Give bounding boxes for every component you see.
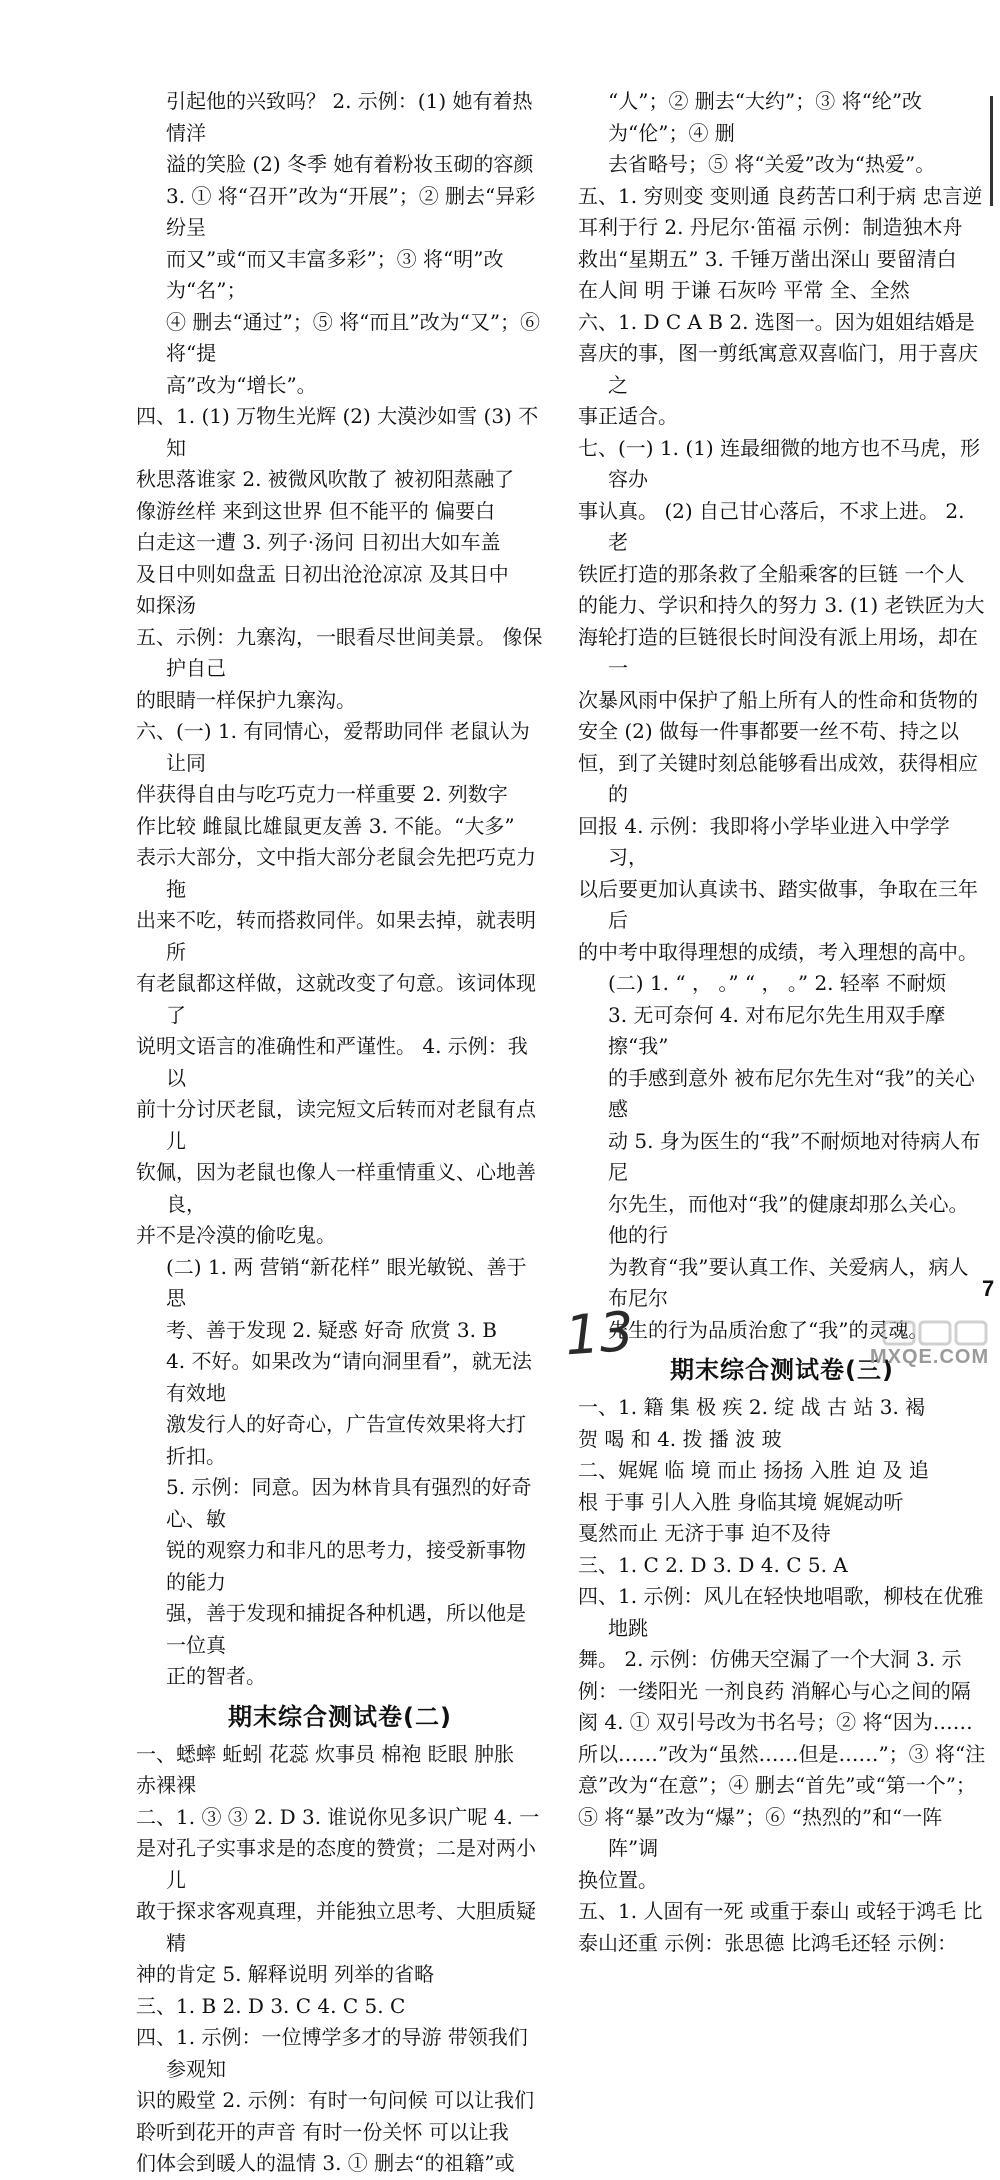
text-line: 六、(一) 1. 有同情心，爱帮助同伴 老鼠认为让同 — [136, 719, 530, 775]
text-line: 四、1. (1) 万物生光辉 (2) 大漠沙如雪 (3) 不知 — [136, 404, 539, 460]
text-line: 是对孔子实事求是的态度的赞赏；二是对两小儿 — [136, 1836, 536, 1892]
watermark-text: MXQE.COM — [870, 1346, 990, 1368]
text-line: 敢于探求客观真理，并能独立思考、大胆质疑精 — [136, 1899, 536, 1955]
text-line: 根 于事 引人入胜 身临其境 娓娓动听 — [578, 1489, 904, 1514]
text-line: 为教育“我”要认真工作、关爱病人，病人布尼尔 — [608, 1254, 969, 1310]
text-line: 尔先生，而他对“我”的健康却那么关心。他的行 — [608, 1191, 969, 1247]
text-line: 们体会到暖人的温情 3. ① 删去“的祖籍”或 — [136, 2151, 515, 2175]
text-line: 事正适合。 — [578, 404, 678, 428]
text-line: 的能力、学识和持久的努力 3. (1) 老铁匠为大 — [578, 593, 985, 617]
answer-block — [136, 1991, 544, 2023]
text-line: 一、1. 籍 集 极 疾 2. 绽 战 古 站 3. 褐 — [578, 1395, 926, 1419]
text-line: 舞。 2. 示例：仿佛天空漏了一个大洞 3. 示 — [578, 1647, 962, 1671]
text-line: 次暴风雨中保护了船上所有人的性命和货物的 — [578, 687, 978, 712]
text-line: 锐的观察力和非凡的思考力，接受新事物的能力 — [166, 1538, 526, 1594]
text-line: 去省略号；⑤ 将“关爱”改为“热爱”。 — [608, 152, 936, 176]
text-line: 高”改为“增长”。 — [166, 372, 317, 397]
answer-block — [578, 1550, 986, 1582]
text-line: 五、示例：九寨沟，一眼看尽世间美景。 像保护自己 — [136, 624, 543, 680]
text-line: “人”；② 删去“大约”；③ 将“纶”改为“伦”；④ 删 — [608, 89, 923, 145]
text-line: 阂 4. ① 双引号改为书名号；② 将“因为…… — [578, 1710, 973, 1734]
text-line: 激发行人的好奇心，广告宣传效果将大打折扣。 — [166, 1412, 526, 1468]
text-line: 表示大部分，文中指大部分老鼠会先把巧克力拖 — [136, 845, 536, 901]
answer-block — [578, 307, 986, 433]
handwritten-page-number: 13 — [562, 1299, 636, 1368]
answer-block — [578, 181, 986, 307]
text-line: 4. 不好。如果改为“请向洞里看”，就无法有效地 — [166, 1349, 532, 1405]
answer-block — [578, 1581, 986, 1896]
text-line: 铁匠打造的那条救了全船乘客的巨链 一个人 — [578, 561, 965, 586]
text-line: 所以……”改为“虽然……但是……”；③ 将“注 — [578, 1741, 986, 1766]
answer-block — [578, 1896, 986, 1959]
text-line: 五、1. 穷则变 变则通 良药苦口利于病 忠言逆 — [578, 183, 983, 208]
left-column — [136, 86, 544, 2180]
answer-block — [136, 1802, 544, 1991]
answer-block — [136, 401, 544, 622]
text-line: 溢的笑脸 (2) 冬季 她有着粉妆玉砌的容颜 — [166, 152, 534, 176]
text-line: 正的智者。 — [166, 1664, 266, 1688]
text-line: 聆听到花开的声音 有时一份关怀 可以让我 — [136, 2119, 509, 2144]
answer-block — [136, 716, 544, 1252]
text-line: 如探汤 — [136, 593, 196, 617]
answer-block — [578, 1392, 986, 1455]
text-line: 六、1. D C A B 2. 选图一。因为姐姐结婚是 — [578, 309, 975, 334]
section-heading: 期末综合测试卷(三) — [670, 1356, 894, 1384]
text-line: 安全 (2) 做每一件事都要一丝不苟、持之以 — [578, 719, 960, 743]
text-line: 秋思落谁家 2. 被微风吹散了 被初阳蒸融了 — [136, 467, 515, 491]
text-line: 换位置。 — [578, 1867, 658, 1892]
text-line: 例：一缕阳光 一剂良药 消解心与心之间的隔 — [578, 1678, 971, 1703]
text-line: 海轮打造的巨链很长时间没有派上用场，却在一 — [578, 624, 978, 680]
text-line: 一、蟋蟀 蚯蚓 花蕊 炊事员 棉袍 眨眼 肿胀 — [136, 1741, 515, 1766]
text-line: 作比较 雌鼠比雄鼠更友善 3. 不能。“大多” — [136, 813, 515, 838]
text-line: 事认真。 (2) 自己甘心落后，不求上进。 2. 老 — [578, 498, 965, 554]
text-line: 伴获得自由与吃巧克力一样重要 2. 列数字 — [136, 782, 508, 806]
text-line: 四、1. 示例：一位博学多才的导游 带领我们参观知 — [136, 2025, 528, 2081]
text-line: 3. ① 将“召开”改为“开展”；② 删去“异彩纷呈 — [166, 183, 536, 239]
text-line: 3. 无可奈何 4. 对布尼尔先生用双手摩擦“我” — [608, 1002, 946, 1058]
answer-block — [578, 1455, 986, 1550]
text-line: 赤裸裸 — [136, 1773, 196, 1797]
text-line: 回报 4. 示例：我即将小学毕业进入中学学习， — [578, 813, 950, 869]
text-line: ④ 删去“通过”；⑤ 将“而且”改为“又”；⑥ 将“提 — [166, 309, 541, 365]
text-line: (二) 1. “ ， 。” “ ， 。” 2. 轻率 不耐烦 — [608, 971, 947, 995]
text-line: 并不是冷漠的偷吃鬼。 — [136, 1223, 336, 1247]
text-line: 喜庆的事，图一剪纸寓意双喜临门，用于喜庆之 — [578, 341, 978, 397]
text-line: 先生的行为品质治愈了“我”的灵魂。 — [608, 1317, 929, 1342]
text-line: 贺 喝 和 4. 拨 播 波 玻 — [578, 1426, 782, 1451]
text-line: 的手感到意外 被布尼尔先生对“我”的关心感 — [608, 1065, 975, 1121]
text-line: 神的肯定 5. 解释说明 列举的省略 — [136, 1962, 435, 1986]
text-line: 像游丝样 来到这世界 但不能平的 偏要白 — [136, 498, 496, 523]
corner-page-digit: 7 — [982, 1276, 995, 1301]
text-line: 以后要更加认真读书、踏实做事，争取在三年后 — [578, 876, 978, 932]
text-line: 引起他的兴致吗？ 2. 示例：(1) 她有着热情洋 — [166, 89, 533, 145]
answer-block — [136, 622, 544, 717]
answer-block — [136, 86, 544, 401]
answer-block — [578, 86, 986, 181]
answer-block — [136, 2022, 544, 2180]
text-line: 前十分讨厌老鼠，读完短文后转而对老鼠有点儿 — [136, 1097, 536, 1153]
text-line: 钦佩，因为老鼠也像人一样重情重义、心地善良， — [136, 1160, 536, 1216]
text-line: 戛然而止 无济于事 迫不及待 — [578, 1521, 831, 1545]
text-line: 而又”或“而又丰富多彩”；③ 将“明”改为“名”； — [166, 246, 504, 302]
text-line: 出来不吃，转而搭救同伴。如果去掉，就表明所 — [136, 908, 536, 964]
page-edge-mark — [990, 96, 993, 206]
text-line: 三、1. C 2. D 3. D 4. C 5. A — [578, 1552, 848, 1577]
text-line: 意”改为“在意”；④ 删去“首先”或“第一个”； — [578, 1773, 976, 1797]
text-line: 五、1. 人固有一死 或重于泰山 或轻于鸿毛 比 — [578, 1899, 983, 1923]
text-line: 七、(一) 1. (1) 连最细微的地方也不马虎，形容办 — [578, 435, 981, 491]
text-line: ⑤ 将“暴”改为“爆”；⑥ “热烈的”和“一阵阵”调 — [578, 1804, 943, 1860]
text-line: 三、1. B 2. D 3. C 4. C 5. C — [136, 1993, 406, 2018]
right-column — [578, 86, 986, 1959]
section-heading: 期末综合测试卷(二) — [228, 1702, 452, 1731]
text-line: 的中考中取得理想的成绩，考入理想的高中。 — [578, 939, 978, 964]
text-line: 白走这一遭 3. 列子·汤问 日初出大如车盖 — [136, 530, 501, 554]
text-line: 动 5. 身为医生的“我”不耐烦地对待病人布尼 — [608, 1128, 981, 1184]
text-line: 救出“星期五” 3. 千锤万凿出深山 要留清白 — [578, 246, 957, 271]
text-line: 在人间 明 于谦 石灰吟 平常 全、全然 — [578, 278, 910, 302]
text-line: 四、1. 示例：风儿在轻快地唱歌，柳枝在优雅地跳 — [578, 1584, 984, 1640]
text-line: 二、娓娓 临 境 而止 扬扬 入胜 迫 及 追 — [578, 1458, 929, 1482]
text-line: 的眼睛一样保护九寨沟。 — [136, 687, 356, 712]
answer-block — [578, 968, 986, 1346]
text-line: 考、善于发现 2. 疑惑 好奇 欣赏 3. B — [166, 1317, 498, 1342]
text-line: 二、1. ③ ③ 2. D 3. 谁说你见多识广呢 4. 一 — [136, 1804, 540, 1829]
text-line: 耳利于行 2. 丹尼尔·笛福 示例：制造独木舟 — [578, 215, 963, 239]
answer-block — [578, 433, 986, 969]
text-line: 5. 示例：同意。因为林肯具有强烈的好奇心、敏 — [166, 1475, 532, 1531]
text-line: 识的殿堂 2. 示例：有时一句问候 可以让我们 — [136, 2088, 535, 2112]
text-line: 恒，到了关键时刻总能够看出成效，获得相应的 — [578, 750, 978, 806]
answer-block — [136, 1252, 544, 1693]
text-line: 及日中则如盘盂 日初出沧沧凉凉 及其日中 — [136, 561, 509, 586]
text-line: 强，善于发现和捕捉各种机遇，所以他是一位真 — [166, 1601, 526, 1657]
answer-block — [136, 1739, 544, 1802]
text-line: (二) 1. 两 营销“新花样” 眼光敏锐、善于思 — [166, 1254, 527, 1310]
text-line: 有老鼠都这样做，这就改变了句意。该词体现了 — [136, 971, 536, 1027]
text-line: 说明文语言的准确性和严谨性。 4. 示例：我以 — [136, 1034, 528, 1090]
text-line: 泰山还重 示例：张思德 比鸿毛还轻 示例： — [578, 1930, 958, 1955]
